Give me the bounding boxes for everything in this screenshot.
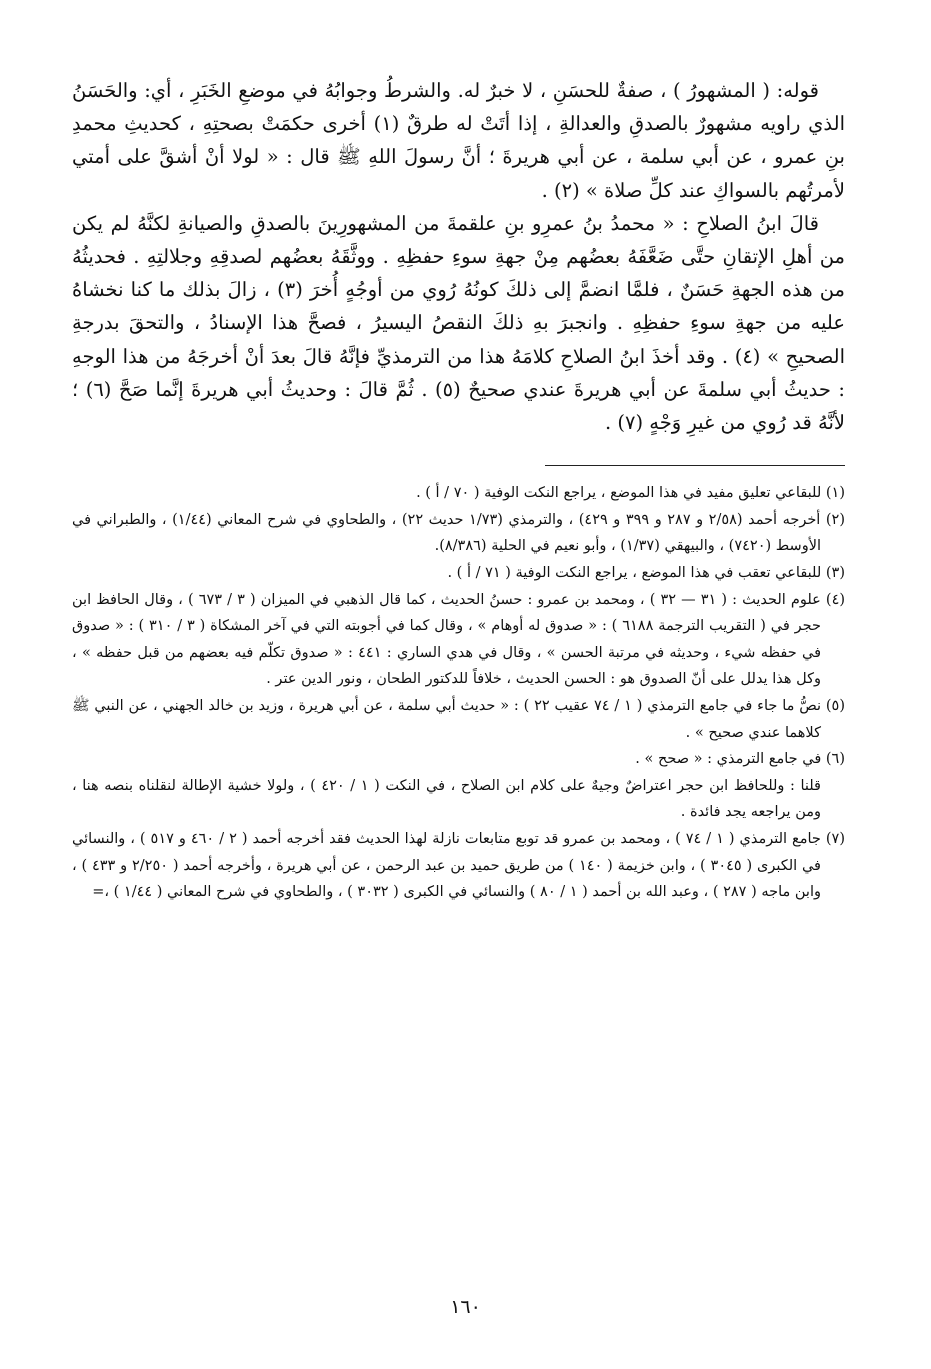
paragraph-2: قالَ ابنُ الصلاحِ : « محمدُ بنُ عمرِو بنِ علقمةَ من المشهورِينَ بالصدقِ والصيانةِ لكنَّهُ لم يكن من أهلِ الإتقانِ حتَّى ضَعَّفَهُ بعضُهم مِنْ جهةِ سوءِ حفظِهِ . ووثَّقَهُ بعضُهم لصدقِهِ وجلالتِهِ . فحديثُهُ من هذه الجهةِ حَسَنٌ ، فلمَّا انضمَّ إلى ذلكَ كونُهُ رُوي من أوجُهٍ أُخرَ (٣) ، زالَ بذلك ما كنا نخشاهُ عليه من جهةِ سوءِ حفظِهِ . وانجبرَ بهِ ذلكَ النقصُ اليسيرُ ، فصحَّ هذا الإسنادُ ، والتحقَ بدرجةِ الصحيحِ » (٤) . وقد أخذَ ابنُ الصلاحِ كلامَهُ هذا من الترمذيِّ فإنَّهُ قالَ بعدَ أنْ أخرجَهُ من هذا الوجهِ : حديثُ أبي سلمةَ عن أبي هريرةَ عندي صحيحٌ (٥) . ثُمَّ قالَ : وحديثُ أبي هريرةَ إنَّما صَحَّ (٦) ؛ لأنَّهُ قد رُوي من غيرِ وَجْهٍ (٧) . [72, 211, 846, 435]
book-page [72, 74, 845, 1369]
footnote-3: (٣) للبقاعي تعقب في هذا الموضع ، يراجع النكت الوفية ( ٧١ / أ ) . [447, 565, 845, 582]
footnote-1: (١) للبقاعي تعليق مفيد في هذا الموضع ، يراجع النكت الوفية ( ٧٠ / أ ) . [416, 485, 845, 502]
footnote-6-note: قلنا : وللحافظ ابن حجر اعتراضٌ وجيهٌ على كلام ابن الصلاح ، في النكت ( ١ / ٤٢٠ ) ، ولولا خشية الإطالة لنقلناه بنصه هنا ، ومن يراجعه يجد فائدة . [72, 777, 821, 821]
footnote-7: (٧) جامع الترمذي ( ١ / ٧٤ ) ، ومحمد بن عمرو قد توبع متابعات نازلة لهذا الحديث فقد أخرجه أحمد ( ٢ / ٤٦٠ و ٥١٧ ) ، والنسائي في الكبرى ( ٣٠٤٥ ) ، وابن خزيمة ( ١٤٠ ) من طريق حميد بن عبد الرحمن ، عن أبي هريرة ، وأخرجه أحمد ( ٢/٢٥٠ و ٤٣٣ ) ، وابن ماجه ( ٢٨٧ ) ، وعبد الله بن أحمد ( ١ / ٨٠ ) والنسائي في الكبرى ( ٣٠٣٢ ) ، والطحاوي في شرح المعاني ( ١/٤٤ ) ،= [72, 830, 845, 901]
main-text [72, 74, 845, 439]
footnote-4: (٤) علوم الحديث : ( ٣١ — ٣٢ ) ، ومحمد بن عمرو : حسنُ الحديث ، كما قال الذهبي في الميزان ( ٣ / ٦٧٣ ) ، وقال الحافظ ابن حجر في ( التقريب الترجمة ٦١٨٨ ) : « صدوق له أوهام » ، وقال كما في أجوبته التي في آخر المشكاة ( ٣ / ٣١٠ ) : « صدوق في حفظه شيء ، وحديثه في مرتبة الحسن » ، وقال في هدي الساري : ٤٤١ : « صدوق تكلّم فيه بعضهم من قبل حفظه » ، وكل هذا يدلل على أنّ الصدوق هو : الحسن الحديث ، خلافاً للدكتور الطحان ، ونور الدين عتر . [72, 591, 846, 688]
footnote-separator [545, 465, 845, 466]
footnote-5: (٥) نصُّ ما جاء في جامع الترمذي ( ١ / ٧٤ عقيب ٢٢ ) : « حديث أبي سلمة ، عن أبي هريرة ، وزيد بن خالد الجهني ، عن النبي ﷺ كلاهما عندي صحيح » . [72, 697, 846, 741]
footnote-6: (٦) في جامع الترمذي : « صحح » . [635, 751, 845, 768]
footnotes [72, 480, 845, 906]
paragraph-1: قوله: ( المشهورُ ) ، صفةٌ للحسَنِ ، لا خبرٌ له. والشرطُ وجوابُهُ في موضعِ الخَبَرِ ، أي: والحَسَنُ الذي راويه مشهورٌ بالصدقِ والعدالةِ ، إذا أتَتْ له طرقٌ (١) أخرى حكمَتْ بصحتِهِ ، كحديثِ محمدِ بنِ عمرو ، عن أبي سلمة ، عن أبي هريرةَ ؛ أنَّ رسولَ اللهِ ﷺ قال : « لولا أنْ أشقَّ على أمتي لأمرتُهم بالسواكِ عند كلِّ صلاة » (٢) . [72, 79, 845, 202]
page-number: ١٦٠ [450, 1296, 481, 1318]
footnote-2: (٢) أخرجه أحمد (٢/٥٨ و ٢٨٧ و ٣٩٩ و ٤٢٩) ، والترمذي (١/٧٣ حديث ٢٢) ، والطحاوي في شرح المعاني (١/٤٤) ، والطبراني في الأوسط (٧٤٢٠) ، والبيهقي (١/٣٧) ، وأبو نعيم في الحلية (٨/٣٨٦). [72, 511, 845, 555]
